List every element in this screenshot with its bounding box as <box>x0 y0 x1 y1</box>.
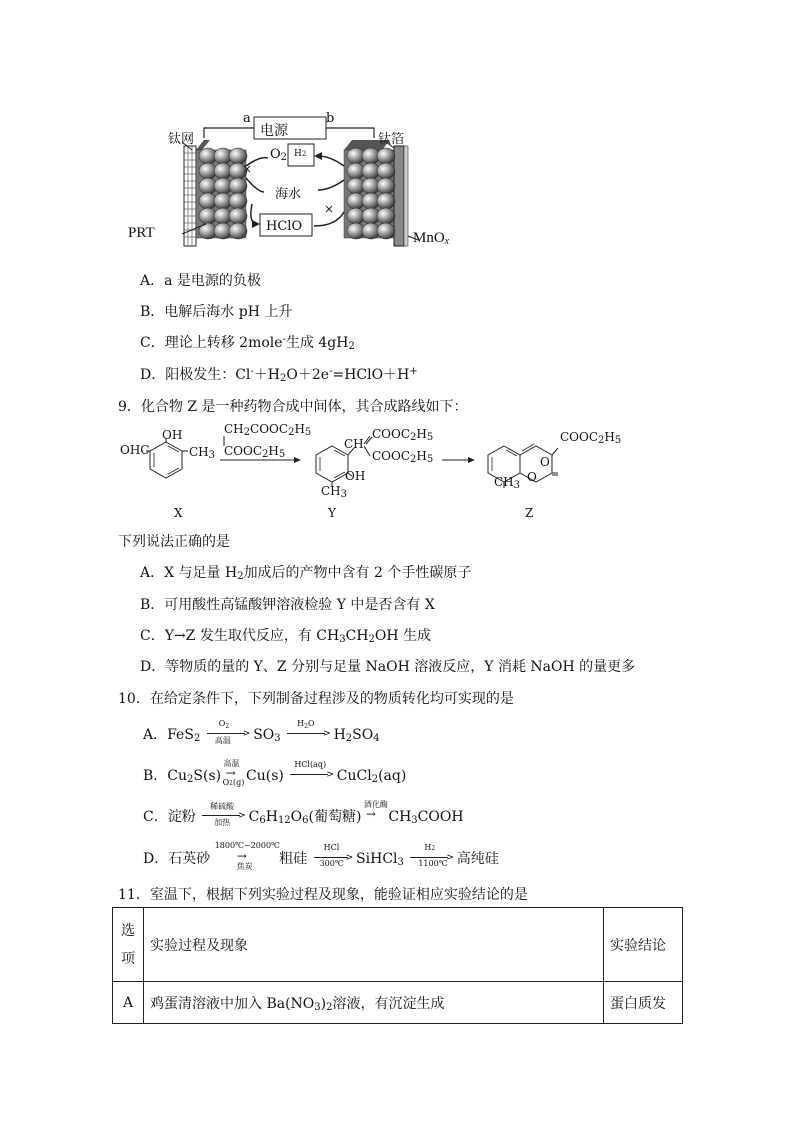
y-oh-label: OH <box>345 469 366 483</box>
electrode-sphere <box>377 163 395 179</box>
q9-option-c: C．Y→Z 发生取代反应，有 $CH_3CH_2OH$ 生成 <box>140 628 432 645</box>
y-ch3-label: $CH_3$ <box>321 484 348 500</box>
q10-stem: 10．在给定条件下，下列制备过程涉及的物质转化均可实现的是 <box>118 691 514 707</box>
electrode-sphere <box>377 148 395 164</box>
seawater-label: 海水 <box>275 187 302 202</box>
x-oh-label: OH <box>162 428 183 442</box>
table-header-row <box>113 908 683 982</box>
y-cooc2h5-bottom: $COOC_2H_5$ <box>372 449 434 465</box>
o2-label: $O_2$ <box>270 147 288 163</box>
electrode-sphere <box>229 193 247 209</box>
q9-option-d: D．等物质的量的 Y、Z 分别与足量 NaOH 溶液反应，Y 消耗 NaOH 的量更多 <box>140 659 636 675</box>
table-row <box>113 982 683 1024</box>
electrode-sphere <box>229 148 247 164</box>
x-ohc-label: OHC <box>120 443 150 457</box>
terminal-b-label: b <box>326 111 335 126</box>
x-compound-label: X <box>174 506 183 520</box>
electrode-sphere <box>377 178 395 194</box>
q9-option-b: B．可用酸性高锰酸钾溶液检验 Y 中是否含有 X <box>140 597 435 613</box>
electrode-sphere <box>377 193 395 209</box>
row-a-option: A <box>113 982 144 1024</box>
q10-option-a: A．FeS$_2$ $O_2$ > 高温 $SO_3$ $H_2O$ > $H_2SO_4$ <box>143 719 380 745</box>
q8-option-d: D．阳极发生：$Cl^-+H_2O+2e^-=HClO+H^+$ <box>140 366 418 384</box>
q11-stem: 11．室温下，根据下列实验过程及现象，能验证相应实验结论的是 <box>118 887 528 903</box>
q10-option-d: D．石英砂 1800℃~2000℃ → 焦炭 粗硅 HCl > 300℃ SiHCl$_3$ H2 > 1100℃ 高纯硅 <box>143 841 499 871</box>
z-o-label: O <box>540 455 550 469</box>
reagent-line1: $CH_2COOC_2H_5$ <box>224 422 312 438</box>
q9-option-a: A．X 与足量 $H_2$加成后的产物中含有 2 个手性碳原子 <box>140 565 472 582</box>
mnox-label: MnO$_x$ <box>413 230 450 247</box>
q8-option-c: C．理论上转移 2mole-生成 $4gH_2$ <box>140 334 355 352</box>
q9-structures-svg <box>118 420 618 520</box>
terminal-a-label: a <box>243 111 251 126</box>
header-process: 实验过程及现象 <box>144 908 604 982</box>
z-compound-label: Z <box>525 506 534 520</box>
electrode-sphere <box>229 223 247 239</box>
z-ring-o-label: O <box>527 470 537 484</box>
header-option: 选项 <box>113 908 144 982</box>
header-conclusion: 实验结论 <box>604 908 683 982</box>
electrode-sphere <box>377 208 395 224</box>
z-cooc2h5-label: $COOC_2H_5$ <box>560 430 622 446</box>
y-cooc2h5-top: $COOC_2H_5$ <box>372 427 434 443</box>
electrode-sphere <box>229 178 247 194</box>
prt-label: PRT <box>128 225 155 241</box>
hclo-box-label: HClO <box>266 219 303 234</box>
titanium-mesh-label: 钛网 <box>168 132 195 147</box>
z-ch3-label: $CH_3$ <box>494 475 521 491</box>
q9-stem: 9．化合物 Z 是一种药物合成中间体，其合成路线如下： <box>118 399 468 415</box>
q10-option-b: B．$Cu_2S(s)$ 高温 → O2(g) Cu(s) HCl(aq) > CuCl$_2$(aq) <box>143 759 407 787</box>
titanium-foil-label: 钛箔 <box>378 132 405 147</box>
row-a-conclusion: 蛋白质发 <box>604 982 683 1024</box>
x-ch3-label: $CH_3$ <box>189 445 216 461</box>
y-ch-label: CH <box>344 437 364 451</box>
q11-table <box>112 907 683 1024</box>
h2-box-label: H2 <box>294 149 307 159</box>
q10-option-c: C．淀粉 稀硫酸 > 加热 $C_6H_{12}O_6$(葡萄糖) 酒化酶 → $CH_3COOH$ <box>143 800 464 827</box>
q9-prompt: 下列说法正确的是 <box>118 534 230 550</box>
electrode-sphere <box>229 208 247 224</box>
y-compound-label: Y <box>328 506 336 520</box>
electrode-sphere <box>377 223 395 239</box>
reagent-line2: $COOC_2H_5$ <box>224 444 286 460</box>
q8-option-a: A．a 是电源的负极 <box>140 273 261 289</box>
row-a-process: 鸡蛋清溶液中加入 $Ba(NO_3)_2$溶液，有沉淀生成 <box>144 982 604 1024</box>
power-source-label: 电源 <box>260 123 288 139</box>
q8-option-b: B．电解后海水 pH 上升 <box>140 304 293 320</box>
